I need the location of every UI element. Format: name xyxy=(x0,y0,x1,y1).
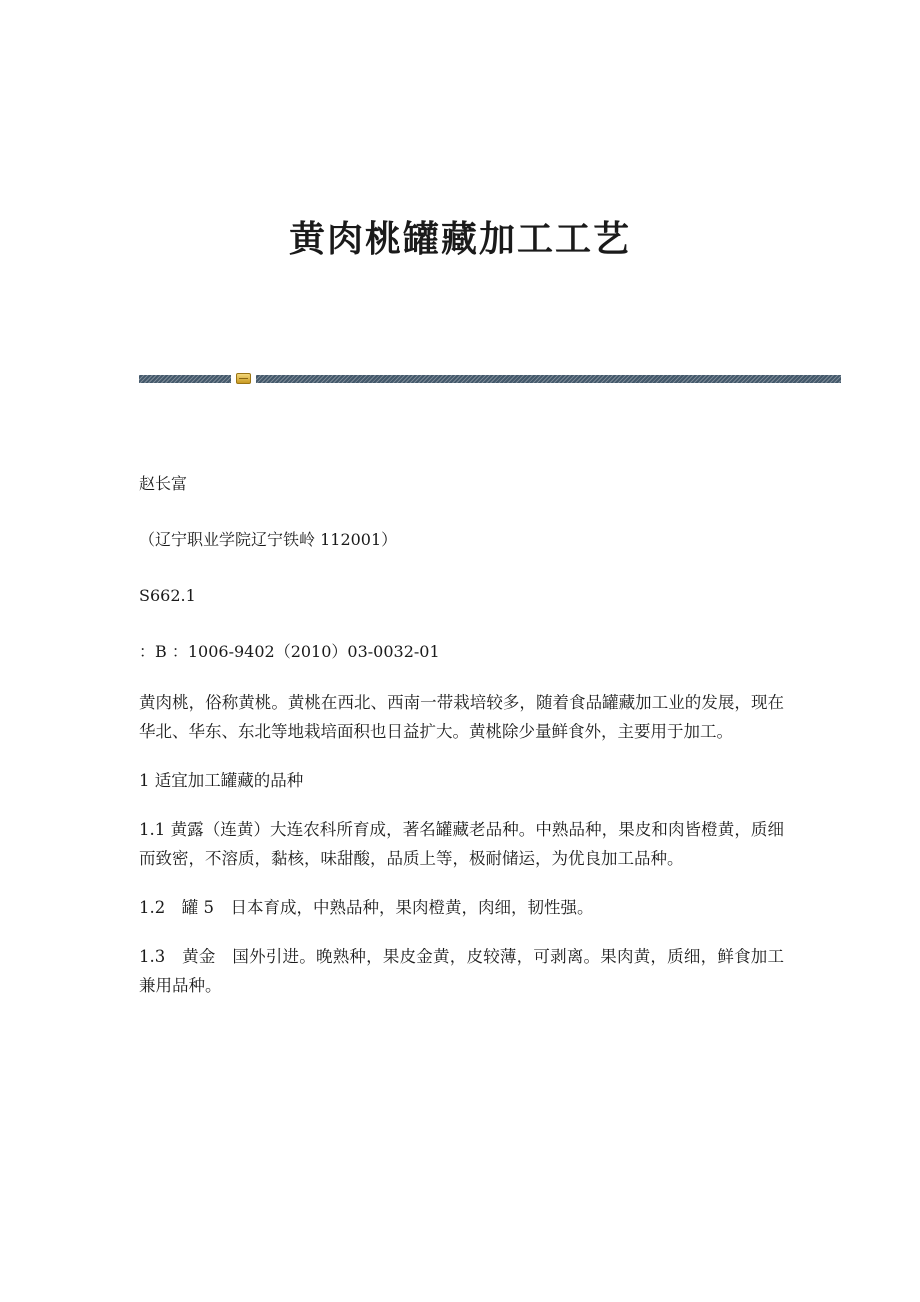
author-affiliation: （辽宁职业学院辽宁铁岭 112001） xyxy=(139,530,398,549)
paragraph-intro: 黄肉桃，俗称黄桃。黄桃在西北、西南一带栽培较多，随着食品罐藏加工业的发展，现在华北、华东、东北等地栽培面积也日益扩大。黄桃除少量鲜食外，主要用于加工。 xyxy=(139,693,784,741)
title-divider xyxy=(139,372,841,386)
divider-left-segment xyxy=(139,375,231,383)
author-name: 赵长富 xyxy=(139,474,188,493)
divider-ornament-icon xyxy=(236,373,251,384)
section-heading-varieties: 1 适宜加工罐藏的品种 xyxy=(139,771,304,790)
document-body xyxy=(139,688,784,1020)
paragraph-variety-1-1: 1.1 黄露（连黄）大连农科所育成，著名罐藏老品种。中熟品种，果皮和肉皆橙黄，质细而致密，不溶质，黏核，味甜酸，品质上等，极耐储运，为优良加工品种。 xyxy=(139,820,784,868)
paragraph-variety-1-2: 1.2 罐 5 日本育成，中熟品种，果肉橙黄，肉细，韧性强。 xyxy=(139,898,594,917)
divider-right-segment xyxy=(256,375,841,383)
document-id-line: ：B ：1006-9402（2010）03-0032-01 xyxy=(139,642,440,661)
classification-code: S662.1 xyxy=(139,586,196,605)
paragraph-variety-1-3: 1.3 黄金 国外引进。晚熟种，果皮金黄，皮较薄，可剥离。果肉黄，质细，鲜食加工兼用品种。 xyxy=(139,947,784,995)
document-title: 黄肉桃罐藏加工工艺 xyxy=(288,219,631,260)
